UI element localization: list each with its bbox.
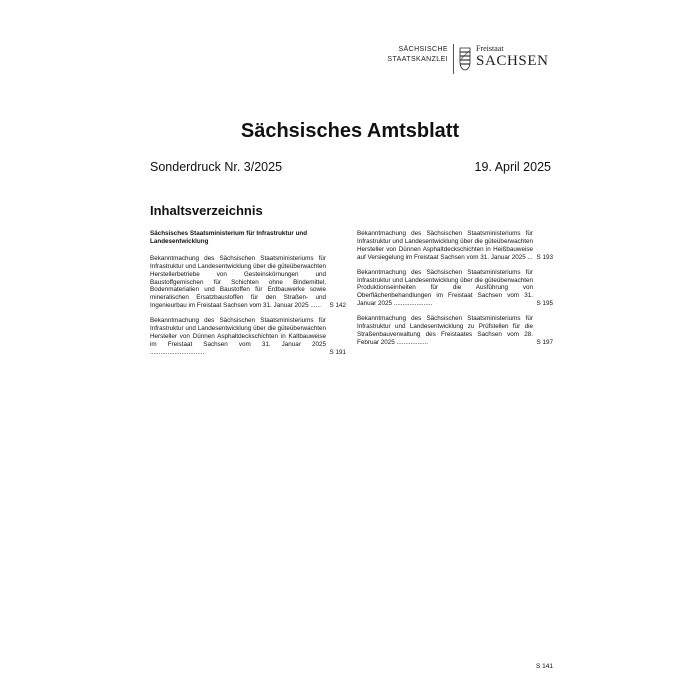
toc-entry-text: Bekanntmachung des Sächsischen Staatsministeriums für Infrastruktur und Landesentwicklung über die güteüberwachten Herstellerbetriebe von Gesteinskörnungen und Baustoffgemischen für Schichten ohne Bindemittel, Bodenmaterialien und Baustoffen für Erdbauwerke sowie mineralischen Ersatzbaustoffen für den Straßen- und Ingenieurbau im Freistaat Sachsen vom 31. Januar 2025 ...... xyxy=(150,254,326,310)
toc-heading: Inhaltsverzeichnis xyxy=(150,203,263,218)
page-number: S 141 xyxy=(536,663,553,670)
toc-entry-text: Bekanntmachung des Sächsischen Staatsministeriums für Infrastruktur und Landesentwicklung über die güteüberwachten Hersteller von Dünnen Asphaltdeckschichten in Kaltbauweise im Freistaat Sachsen vom 31. Januar 2025 ............................... xyxy=(150,317,326,356)
document-title: Sächsisches Amtsblatt xyxy=(240,120,460,142)
toc-entry[interactable] xyxy=(357,315,553,347)
toc-entry-page: S 191 xyxy=(329,348,346,356)
toc-entry-text: Bekanntmachung des Sächsischen Staatsministeriums für Infrastruktur und Landesentwicklung über die güteüberwachten Produktionseinheiten für die Ausführung von Oberflächenbehandlungen im Freistaat Sachsen vom 31. Januar 2025 ...................... xyxy=(357,268,533,308)
toc-entry-text: Bekanntmachung des Sächsischen Staatsministeriums für Infrastruktur und Landesentwicklung zu Prüfstellen für die Straßenbauverwaltung des Freistaates Sachsen vom 28. Februar 2025 .................. xyxy=(357,315,533,346)
issue-date: 19. April 2025 xyxy=(474,160,551,174)
toc-entry[interactable] xyxy=(357,269,553,309)
toc-entry-page: S 197 xyxy=(536,338,553,346)
toc-entry-page: S 195 xyxy=(536,300,553,308)
header-logos xyxy=(386,44,556,76)
toc-entry-page: S 193 xyxy=(536,253,553,261)
sachsen-wordmark: SACHSEN xyxy=(476,53,549,69)
toc-entry[interactable] xyxy=(150,317,346,357)
toc-column-left xyxy=(150,230,346,364)
toc-entry-page: S 142 xyxy=(329,302,346,310)
toc-entry[interactable] xyxy=(357,230,553,262)
logo-divider xyxy=(453,44,454,74)
toc-entry[interactable] xyxy=(150,255,346,310)
toc-column-right xyxy=(357,230,553,354)
toc-entry-text: Bekanntmachung des Sächsischen Staatsministeriums für Infrastruktur und Landesentwicklung über die güteüberwachten Hersteller von Dünnen Asphaltdeckschichten in Heißbauweise auf Versiegelung im Freistaat Sachsen vom 31. Januar 2025 ... xyxy=(357,230,533,261)
freistaat-text: Freistaat xyxy=(476,44,504,53)
section-heading: Sächsisches Staatsministerium für Infrastruktur und Landesentwicklung xyxy=(150,230,308,245)
saxony-crest-icon xyxy=(459,47,471,71)
issue-number: Sonderdruck Nr. 3/2025 xyxy=(150,160,283,174)
staatskanzlei-logo-text: SÄCHSISCHE STAATSKANZLEI xyxy=(387,46,448,63)
